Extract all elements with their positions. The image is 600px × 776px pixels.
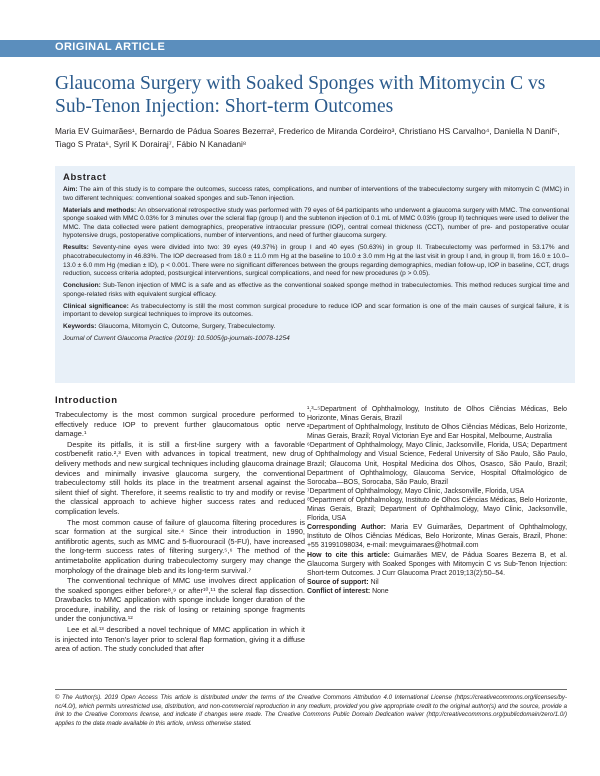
article-type-label: ORIGINAL ARTICLE <box>55 41 166 53</box>
introduction-heading: Introduction <box>55 395 118 406</box>
abstract-aim <box>63 186 569 203</box>
abstract-results-text: Seventy-nine eyes were divided into two: 39 eyes (49.37%) in group I and 40 eyes (50.63%) in group II. Trabeculectomy was performed in 53.17% and phacotrabeculectomy in 46.83%. The IOP decreased from 18.0 ± 11.0 mm Hg at the baseline to 10.0 ± 3.0 mm Hg at the last visit in group I and, in group II, from 16.0 ± 10.0–13.0 ± 6.0 mm Hg (median ± ID), p < 0.001. There were no significant differences between the groups regarding demographics, median follow-up, IOP in baseline, CCT, drugs reduction, success criteria adopted, postsurgical interventions, surgical complications, and need for new procedures (p > 0.05). <box>63 244 569 278</box>
abstract-conclusion <box>63 282 569 299</box>
abstract-keywords-label: Keywords: <box>63 323 97 331</box>
abstract-results-label: Results: <box>63 244 89 252</box>
intro-paragraph: The most common cause of failure of glaucoma filtering procedures is scar formation at the surgical site.⁴ Since their introduction in 1990, antifibrotic agents, such as MMC and 5-fluorouracil (5-FU), have increased the long-term success rates of filtering surgery.⁵,⁶ The method of the antimetabolite application during trabeculectomy surgery may change the morphology of the drainage bleb and its long-term survival.⁷ <box>55 517 305 575</box>
abstract-box <box>55 166 575 383</box>
abstract-methods-label: Materials and methods: <box>63 206 137 214</box>
affiliation: ²Department of Ophthalmology, Instituto de Olhos Ciências Médicas, Belo Horizonte, Minas Gerais, Brazil; Royal Victorian Eye and Ear Hospital, Melbourne, Australia <box>307 424 567 441</box>
conflict-of-interest-text: None <box>372 587 389 595</box>
conflict-of-interest <box>307 587 567 596</box>
abstract-methods-text: An observational retrospective study was performed with 79 eyes of 64 participants who underwent a glaucoma surgery with MMC. The conventional sponge soaked with MMC 0.03% for 3 minutes over the scleral flap (group I) and the subtenon injection of 0.1 mL of MMC 0.03% (group II) techniques were used to deliver the MMC. The data collected were patient demographics, preoperative intraocular pressure (IOP), central corneal thickness (CCT), number of pre- and postoperative ocular hypotensive drugs, postoperative complications, number of interventions, and need of further glaucoma surgery. <box>63 206 570 240</box>
affiliation: ¹,³–⁵Department of Ophthalmology, Instituto de Olhos Ciências Médicas, Belo Horizonte, Minas Gerais, Brazil <box>307 406 567 423</box>
abstract-keywords-text: Glaucoma, Mitomycin C, Outcome, Surgery, Trabeculectomy. <box>98 323 276 331</box>
abstract-heading: Abstract <box>63 172 107 183</box>
intro-paragraph: Trabeculectomy is the most common surgical procedure performed to effectively reduce IOP to prevent further glaucomatous optic nerve damage.¹ <box>55 410 305 439</box>
abstract-aim-text: The aim of this study is to compare the outcomes, success rates, complications, and number of interventions of the trabeculectomy surgery with mitomycin C (MMC) in two different techniques: conventional soaked sponges and sub-Tenon injection. <box>63 186 569 202</box>
conflict-of-interest-label: Conflict of interest: <box>307 587 371 595</box>
abstract-significance <box>63 303 569 320</box>
corresponding-author-text: Maria EV Guimarães, Department of Ophthalmology, Instituto de Olhos Ciências Médicas, Belo Horizonte, Minas Gerais, Brazil, Phone: +55 31991098034, e-mail: mevguimaraes@hotmail.com <box>307 524 567 550</box>
affiliations-column <box>307 405 567 596</box>
source-of-support <box>307 578 567 587</box>
abstract-keywords <box>63 323 569 332</box>
how-to-cite-label: How to cite this article: <box>307 551 390 559</box>
article-type-banner <box>0 40 600 57</box>
abstract-results <box>63 244 569 278</box>
source-of-support-label: Source of support: <box>307 578 369 586</box>
how-to-cite-text: Guimarães MEV, de Pádua Soares Bezerra B, et al. Glaucoma Surgery with Soaked Sponges with Mitomycin C vs Sub-Tenon Injection: Short-term Outcomes. J Curr Glaucoma Pract 2019;13(2):50–54. <box>307 551 568 577</box>
intro-paragraph: The conventional technique of MMC use involves direct application of the soaked sponges either before⁸,⁹ or after¹⁰,¹¹ the scleral flap dissection. Drawbacks to MMC application with sponge include longer duration of the procedure, inability, and the risk of losing or retaining sponge fragments under the conjunctiva.¹² <box>55 576 305 624</box>
affiliation: ⁶Department of Ophthalmology, Mayo Clinic, Jacksonville, Florida, USA; Department of Ophthalmology and Visual Science, Federal University of São Paulo, São Paulo, Brazil; Glaucoma Unit, Hospital Medicina dos Olhos, Osasco, São Paulo, Brazil; Department of Ophthalmology, Glaucoma Service, Hospital Oftalmológico de Sorocaba—BOS, Sorocaba, São Paulo, Brazil <box>307 442 567 486</box>
intro-paragraph: Lee et al.¹³ described a novel technique of MMC application in which it is injected into Tenon's layer prior to scleral flap formation, giving it a diffuse area of action. The study concluded that after <box>55 625 305 654</box>
author-list: Maria EV Guimarães¹, Bernardo de Pádua Soares Bezerra², Frederico de Miranda Cordeiro³, Christiano HS Carvalho⁴, Daniella N Danif⁵, Tiago S Prata⁶, Syril K Dorairaj⁷, Fábio N Kanadani⁸ <box>55 126 560 149</box>
license-footer: © The Author(s). 2019 Open Access This article is distributed under the terms of the Creative Commons Attribution 4.0 International License (https://creativecommons.org/licenses/by-nc/4.0/), which permits unrestricted use, distribution, and non-commercial reproduction in any medium, provided you give appropriate credit to the original author(s) and the source, provide a link to the Creative Commons license, and indicate if changes were made. The Creative Commons Public Domain Dedication waiver (http://creativecommons.org/publicdomain/zero/1.0/) applies to the data made available in this article, unless otherwise stated. <box>55 694 567 728</box>
abstract-significance-label: Clinical significance: <box>63 302 129 310</box>
affiliation: ⁸Department of Ophthalmology, Instituto de Olhos Ciências Médicas, Belo Horizonte, Minas Gerais, Brazil; Department of Ophthalmology, Mayo Clinic, Jacksonville, Florida, USA <box>307 496 567 523</box>
source-of-support-text: Nil <box>370 578 379 586</box>
footer-divider <box>55 689 567 690</box>
how-to-cite <box>307 551 567 578</box>
affiliation: ⁷Department of Ophthalmology, Mayo Clinic, Jacksonville, Florida, USA <box>307 487 525 495</box>
intro-paragraph: Despite its pitfalls, it is still a first-line surgery with a favorable cost/benefit ratio.²,³ Even with advances in topical treatment, new drug delivery methods and new surgical techniques including glaucoma drainage devices and minimally invasive glaucoma surgery, the conventional trabeculectomy still holds its place in the treatment arsenal against the silent thief of sight. Therefore, it seems realistic to try and modify or revise the classical approach to achieve higher success rates and reduced complication levels. <box>55 439 305 516</box>
abstract-significance-text: As trabeculectomy is still the most common surgical procedure to reduce IOP and scar formation is one of the main causes of surgical failure, it is important to develop surgical techniques to improve its outcomes. <box>63 302 569 319</box>
abstract-citation: Journal of Current Glaucoma Practice (2019): 10.5005/jp-journals-10078-1254 <box>63 335 290 343</box>
corresponding-author-label: Corresponding Author: <box>307 524 386 532</box>
abstract-aim-label: Aim: <box>63 186 78 193</box>
corresponding-author <box>307 523 567 550</box>
introduction-column <box>55 395 305 654</box>
abstract-conclusion-label: Conclusion: <box>63 282 101 290</box>
abstract-conclusion-text: Sub-Tenon injection of MMC is a safe and as effective as the conventional soaked sponge method in trabeculectomies. This method reduces surgical time and sponge-related risks with equivalent surgical efficacy. <box>63 282 569 298</box>
abstract-methods <box>63 207 569 241</box>
article-title: Glaucoma Surgery with Soaked Sponges with Mitomycin C vs Sub-Tenon Injection: Short-term Outcomes <box>55 73 546 117</box>
